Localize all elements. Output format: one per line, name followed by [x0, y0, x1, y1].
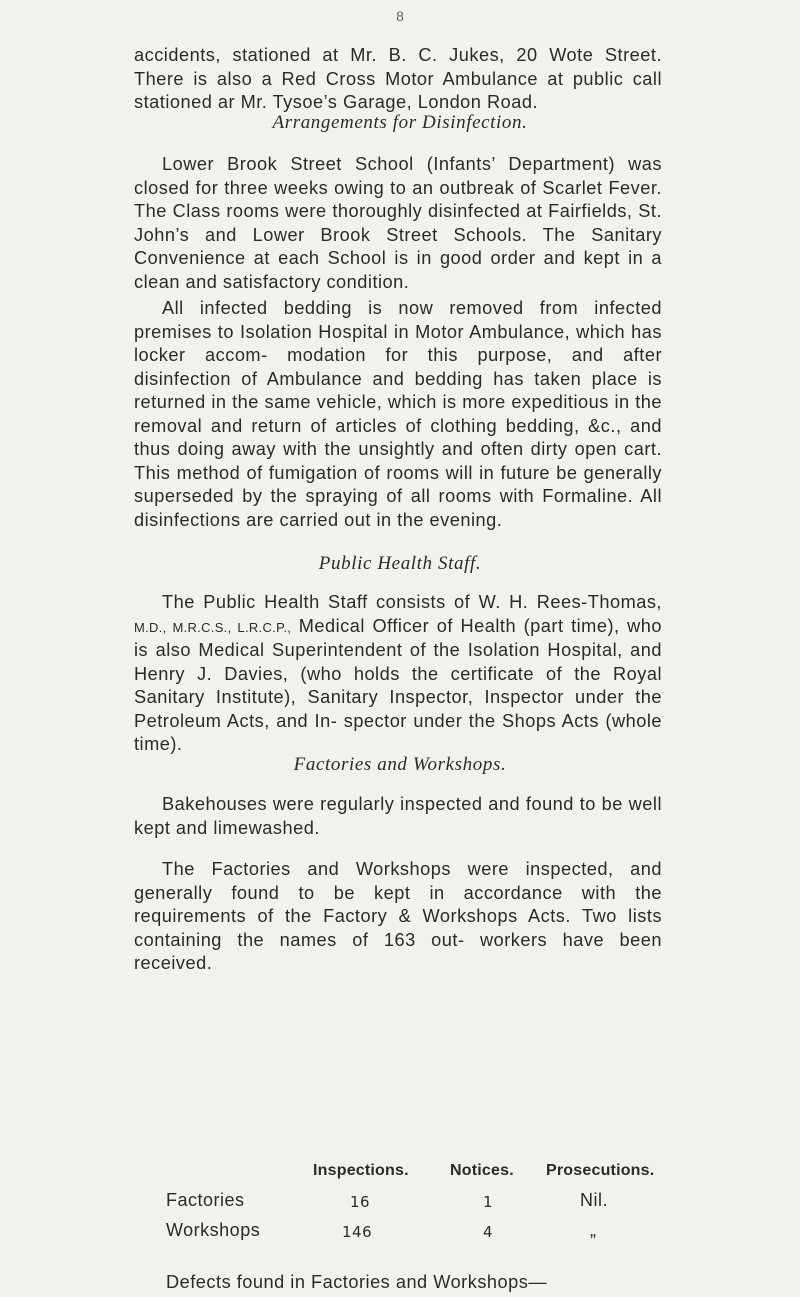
page-number: 8 [396, 8, 404, 24]
school-paragraph: Lower Brook Street School (Infants’ Department) was closed for three weeks owing to an outbreak of Scarlet Fever. The Class rooms were thoroughly disinfected at Fairfields, St. John’s and Lower Brook Street Schools. The Sanitary Convenience at each School is in good order and kept in a clean and satisfactory condition. [134, 154, 662, 292]
workshops-inspections: 146 [342, 1223, 373, 1241]
bakehouses-paragraph: Bakehouses were regularly inspected and found to be well kept and limewashed. [134, 794, 662, 838]
col-header-inspections: Inspections. [313, 1162, 409, 1179]
staff-rest-text: Medical Officer of Health (part time), who is also Medical Superintendent of the Isolation Hospital, and Henry J. Davies, (who holds the certificate of the Royal Sanitary Institute), Sanitary Inspector, Inspector under the Petroleum Acts, and In- spector under the Shops Acts (whole time). [134, 615, 662, 754]
heading-factories: Factories and Workshops. [293, 754, 507, 775]
row-label-workshops: Workshops [166, 1220, 261, 1240]
col-header-prosecutions: Prosecutions. [546, 1162, 655, 1179]
workshops-notices: 4 [483, 1223, 494, 1241]
heading-staff: Public Health Staff. [318, 553, 482, 574]
factories-inspections: 16 [350, 1193, 371, 1211]
factories-prosecutions: Nil. [580, 1190, 608, 1210]
staff-intro-text: The Public Health Staff consists of W. H. Rees-Thomas, [162, 592, 662, 612]
bedding-paragraph: All infected bedding is now removed from infected premises to Isolation Hospital in Motor Ambulance, which has locker accom- modation for this purpose, and after disinfection of Ambulance and bedding has taken place is returned in the same vehicle, which is more expeditious in the removal and return of articles of clothing bedding, &c., and thus doing away with the unsightly and often dirty open cart. This method of fumigation of rooms will in future be generally superseded by the spraying of all rooms with Formaline. All disinfections are carried out in the evening. [134, 298, 662, 530]
staff-degrees: M.D., M.R.C.S., L.R.C.P., [134, 619, 292, 635]
row-label-factories: Factories [166, 1190, 245, 1210]
defects-line: Defects found in Factories and Workshops— [166, 1272, 548, 1292]
col-header-notices: Notices. [450, 1162, 514, 1179]
factories-notices: 1 [483, 1193, 494, 1211]
factories-paragraph: The Factories and Workshops were inspected, and generally found to be kept in accordance with the requirements of the Factory & Workshops Acts. Two lists containing the names of 163 out- workers have been received. [134, 859, 662, 973]
workshops-prosecutions: „ [590, 1220, 597, 1240]
intro-paragraph: accidents, stationed at Mr. B. C. Jukes, 20 Wote Street. There is also a Red Cross Motor Ambulance at public call stationed ar Mr. Tysoe’s Garage, London Road. [134, 45, 662, 112]
heading-disinfection: Arrangements for Disinfection. [272, 112, 528, 133]
